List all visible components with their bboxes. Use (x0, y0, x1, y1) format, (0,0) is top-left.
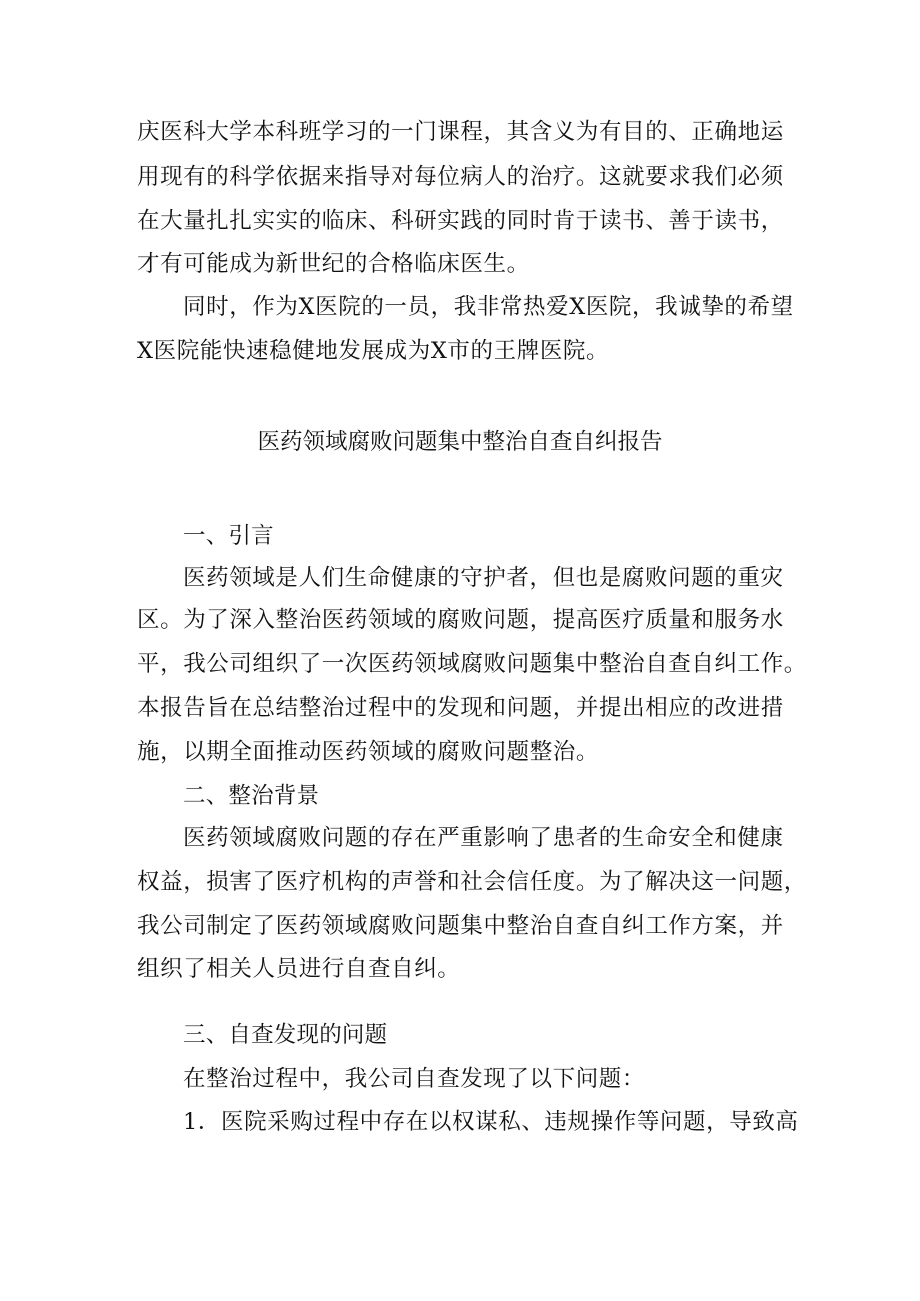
body-text-line: 用现有的科学依据来指导对每位病人的治疗。这就要求我们必须 (137, 164, 784, 190)
section-heading: 一、引言 (183, 523, 274, 549)
body-text-line: X医院能快速稳健地发展成为X市的王牌医院。 (137, 338, 610, 364)
body-text-line: 同时，作为X医院的一员，我非常热爱X医院，我诚挚的希望 (183, 294, 794, 320)
body-text-line: 医药领域腐败问题的存在严重影响了患者的生命安全和健康 (183, 825, 784, 851)
body-text-line: 区。为了深入整治医药领域的腐败问题，提高医疗质量和服务水 (137, 607, 784, 633)
body-text-line: 我公司制定了医药领域腐败问题集中整治自查自纠工作方案，并 (137, 913, 784, 939)
list-item: 1．医院采购过程中存在以权谋私、违规操作等问题，导致高 (183, 1109, 799, 1135)
section-heading: 三、自查发现的问题 (183, 1022, 388, 1048)
body-text-line: 平，我公司组织了一次医药领域腐败问题集中整治自查自纠工作。 (137, 651, 807, 677)
body-text-line: 庆医科大学本科班学习的一门课程，其含义为有目的、正确地运 (137, 119, 784, 145)
body-text-line: 才有可能成为新世纪的合格临床医生。 (137, 251, 530, 277)
body-text-line: 在整治过程中，我公司自查发现了以下问题： (183, 1066, 646, 1092)
body-text-line: 组织了相关人员进行自查自纠。 (137, 956, 461, 982)
body-text-line: 施，以期全面推动医药领域的腐败问题整治。 (137, 739, 600, 765)
body-text-line: 医药领域是人们生命健康的守护者，但也是腐败问题的重灾 (183, 565, 784, 591)
body-text-line: 权益，损害了医疗机构的声誉和社会信任度。为了解决这一问题， (137, 869, 807, 895)
report-title: 医药领域腐败问题集中整治自查自纠报告 (257, 429, 663, 455)
body-text-line: 本报告旨在总结整治过程中的发现和问题，并提出相应的改进措 (137, 695, 784, 721)
section-heading: 二、整治背景 (183, 783, 320, 809)
body-text-line: 在大量扎扎实实的临床、科研实践的同时肯于读书、善于读书， (137, 208, 784, 234)
